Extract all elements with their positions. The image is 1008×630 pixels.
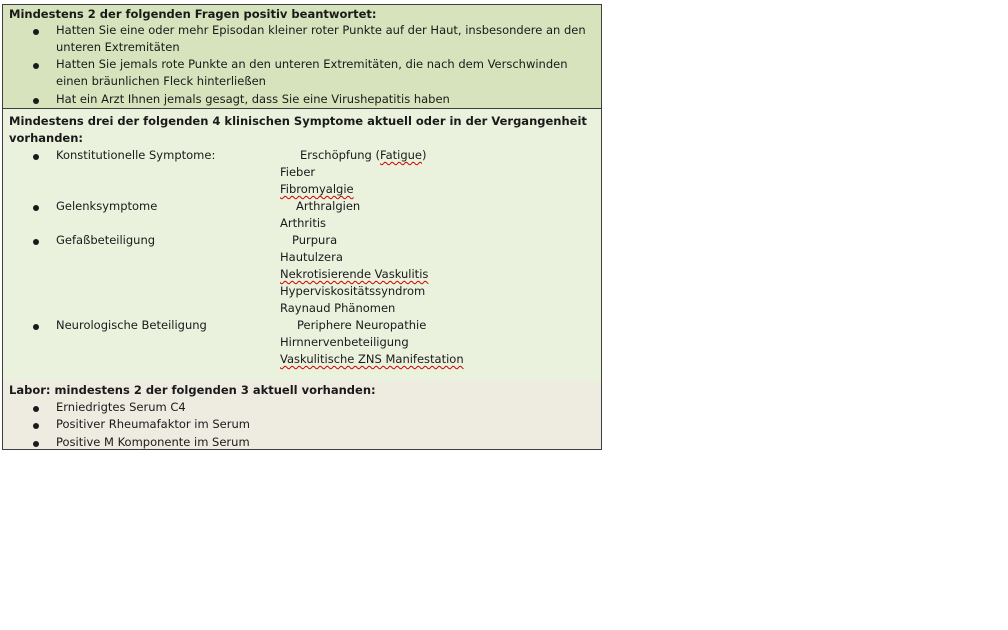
list-item: Erniedrigtes Serum C4 — [56, 400, 186, 414]
bullet-icon — [33, 98, 39, 104]
list-item: Positiver Rheumafaktor im Serum — [56, 417, 250, 431]
bullet-icon — [33, 406, 39, 412]
list-item: Positive M Komponente im Serum — [56, 435, 250, 449]
list-item: Hatten Sie jemals rote Punkte an den unteren Extremitäten, die nach dem Verschwinden einen bräunlichen Fleck hinterließen — [56, 57, 568, 88]
symptom-group-label: Gelenksymptome — [56, 199, 158, 213]
symptom-value: Periphere Neuropathie — [297, 318, 427, 332]
symptom-value: Fibromyalgie — [280, 182, 354, 196]
symptom-value: Hautulzera — [280, 250, 343, 264]
section-heading: Labor: mindestens 2 der folgenden 3 aktuell vorhanden: — [9, 383, 376, 397]
bullet-icon — [33, 63, 39, 69]
symptom-value: Arthritis — [280, 216, 327, 230]
bullet-icon — [33, 239, 39, 245]
symptom-value: Nekrotisierende Vaskulitis — [280, 267, 429, 281]
symptom-value: Hyperviskositätssyndrom — [280, 284, 426, 298]
criteria-table — [2, 4, 602, 450]
bullet-icon — [33, 205, 39, 211]
bullet-icon — [33, 324, 39, 330]
list-item: Hatten Sie eine oder mehr Episodan kleiner roter Punkte auf der Haut, insbesondere an den unteren Extremitäten — [56, 23, 586, 54]
bullet-icon — [33, 441, 39, 447]
section-heading: Mindestens drei der folgenden 4 klinischen Symptome aktuell oder in der Vergangenheit vorhanden: — [9, 114, 587, 145]
symptom-group-label: Gefaßbeteiligung — [56, 233, 156, 247]
symptom-value: Vaskulitische ZNS Manifestation — [280, 352, 464, 366]
bullet-icon — [33, 29, 39, 35]
symptom-value: Erschöpfung (Fatigue) — [300, 148, 427, 162]
symptom-value: Fieber — [280, 165, 316, 179]
section-clinical-symptoms — [3, 109, 601, 381]
list-item: Hat ein Arzt Ihnen jemals gesagt, dass Sie eine Virushepatitis haben — [56, 92, 450, 106]
bullet-icon — [33, 423, 39, 429]
section-lab — [3, 381, 601, 449]
symptom-value: Arthralgien — [296, 199, 361, 213]
symptom-value: Raynaud Phänomen — [280, 301, 396, 315]
section-heading: Mindestens 2 der folgenden Fragen positiv beantwortet: — [9, 7, 377, 21]
symptom-value: Hirnnervenbeteiligung — [280, 335, 409, 349]
symptom-group-label: Konstitutionelle Symptome: — [56, 148, 216, 162]
symptom-value: Purpura — [292, 233, 338, 247]
symptom-group-label: Neurologische Beteiligung — [56, 318, 207, 332]
section-questions — [3, 5, 601, 109]
bullet-icon — [33, 154, 39, 160]
